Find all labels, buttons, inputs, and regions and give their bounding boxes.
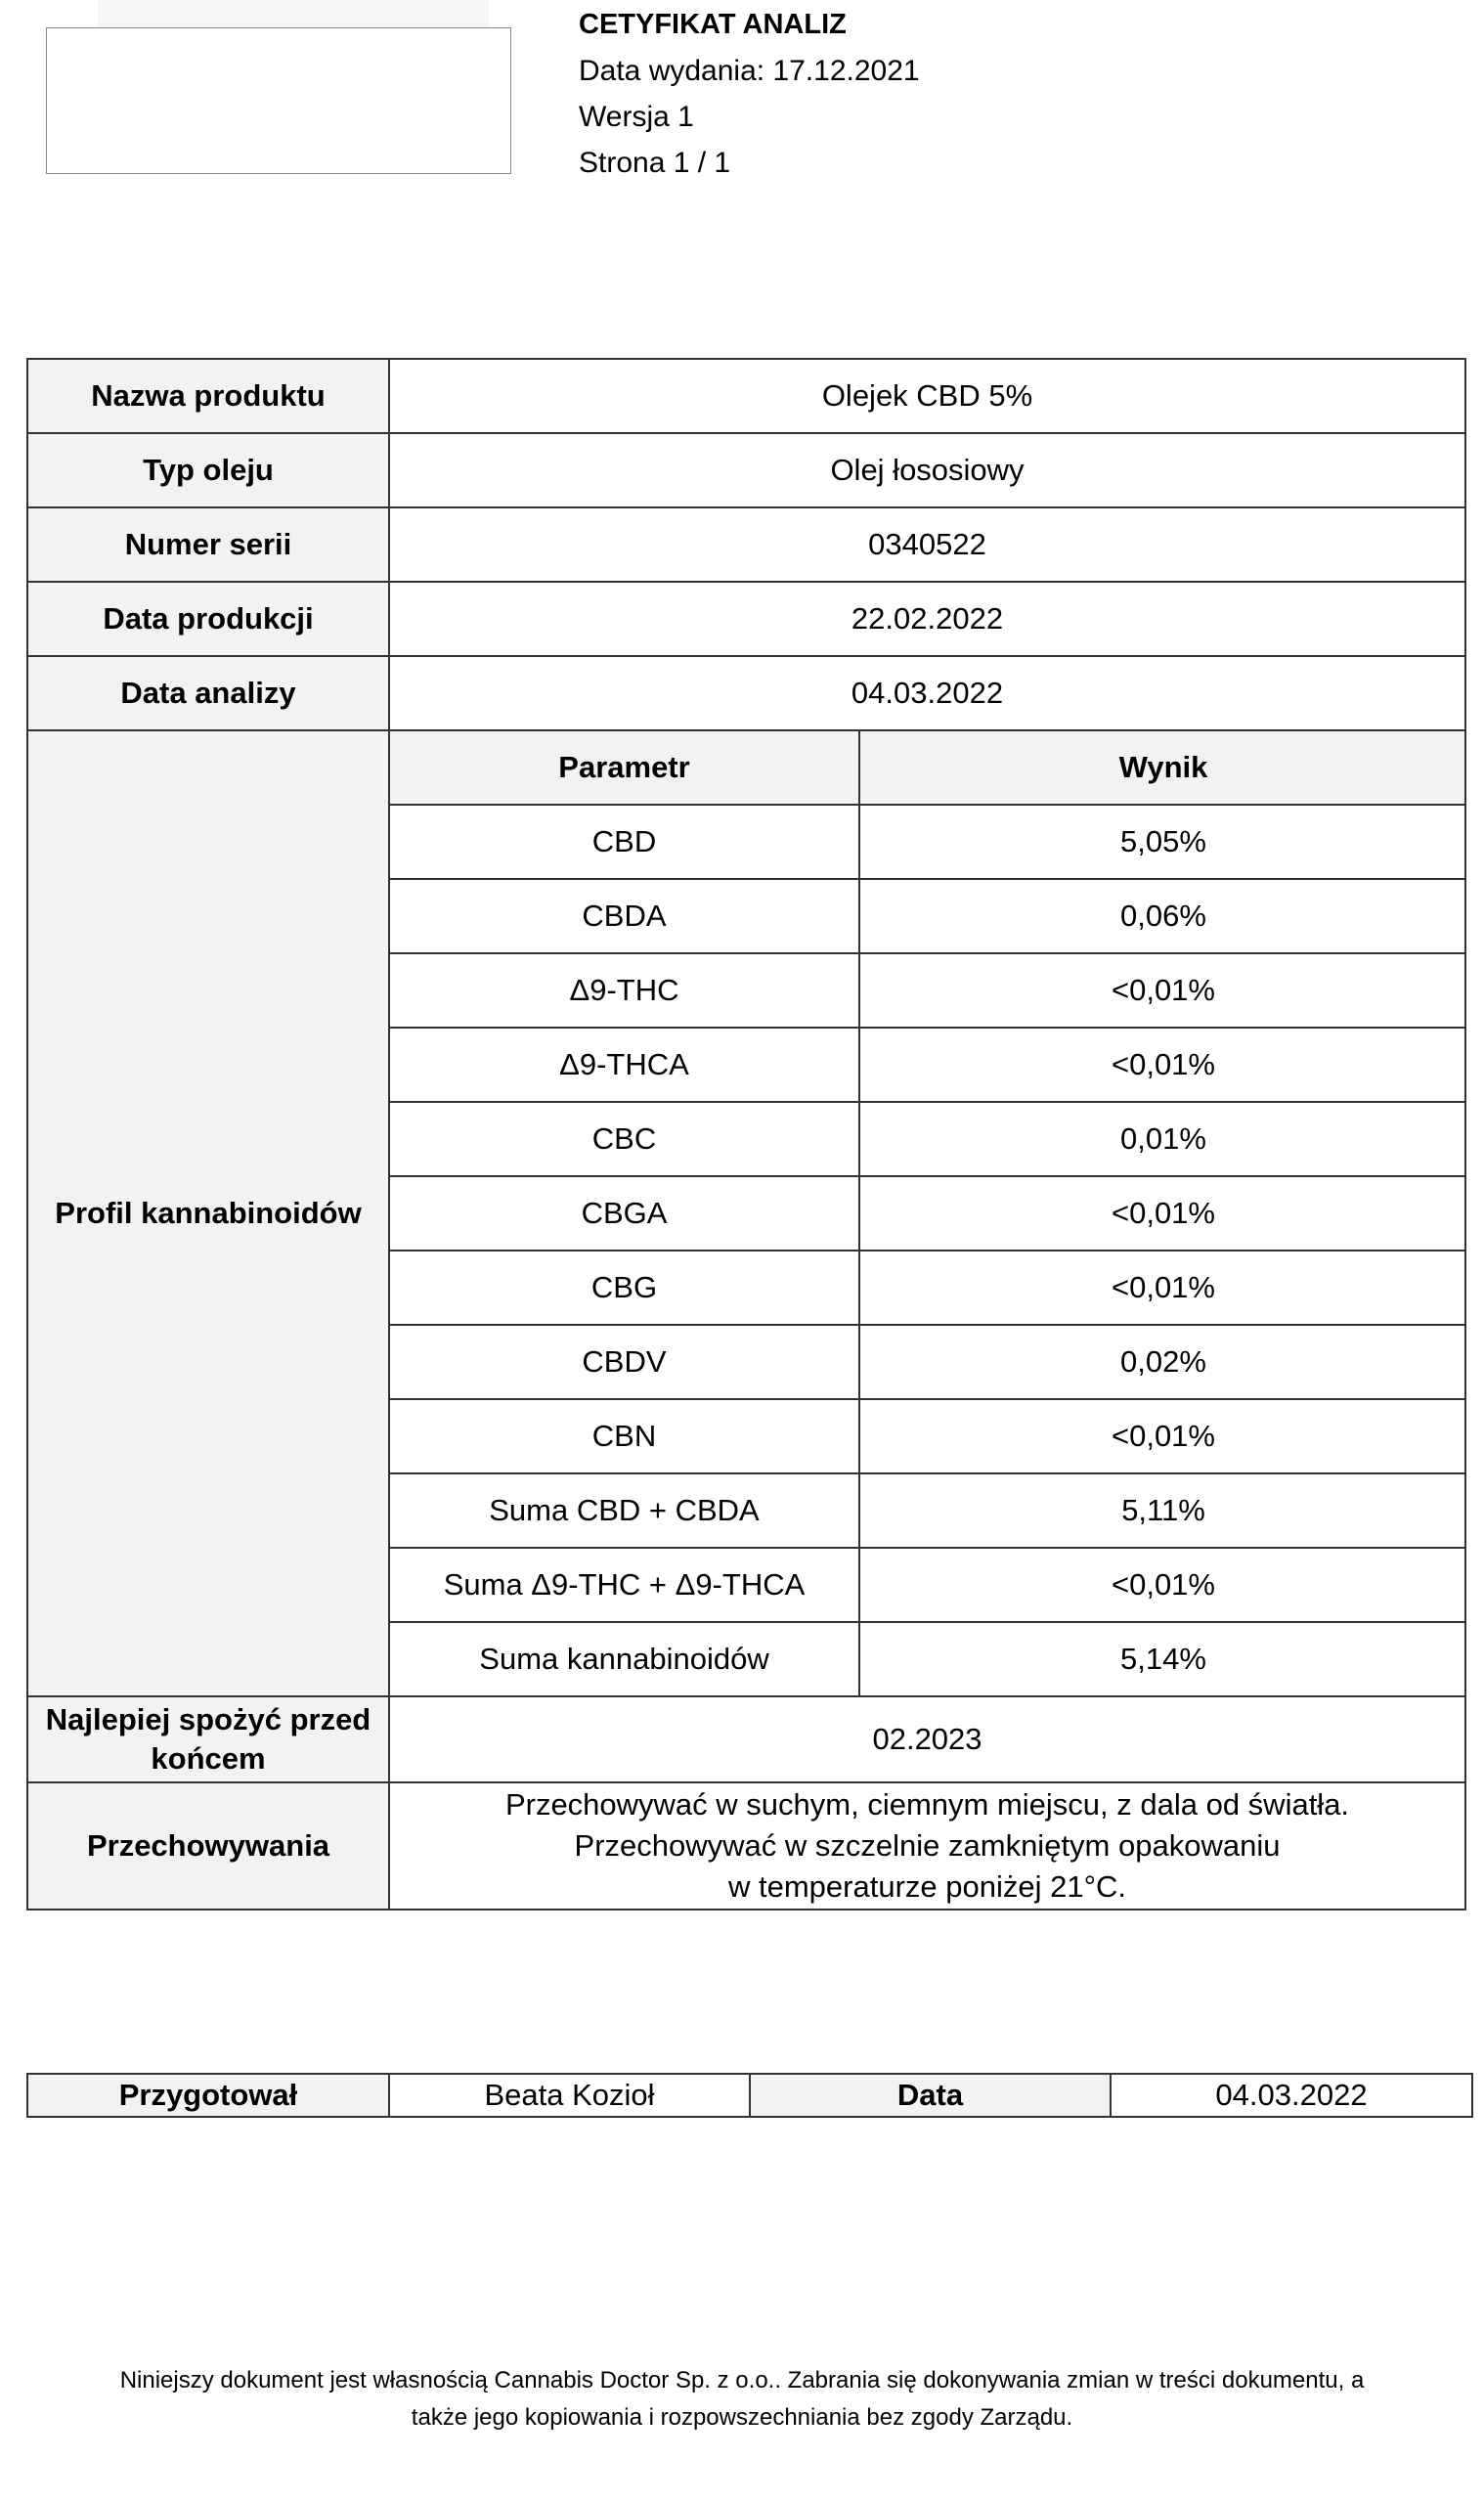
profile-parameter: CBDA (390, 879, 859, 953)
table-row (27, 507, 1465, 582)
profile-parameter: CBGA (390, 1176, 859, 1251)
profile-parameter: Suma CBD + CBDA (390, 1473, 859, 1548)
document-title: CETYFIKAT ANALIZ (579, 9, 847, 40)
profile-row (390, 1325, 1466, 1399)
profile-parameter: CBDV (390, 1325, 859, 1399)
product-name-label: Nazwa produktu (27, 359, 389, 433)
table-row (27, 2074, 1472, 2117)
prepared-by-value: Beata Kozioł (389, 2074, 750, 2117)
profile-row (390, 1399, 1466, 1473)
footer-disclaimer (0, 2362, 1484, 2437)
best-before-label-line1: Najlepiej spożyć przed (45, 1702, 371, 1736)
production-date-label: Data produkcji (27, 582, 389, 656)
best-before-label (27, 1696, 389, 1782)
table-row (27, 730, 1465, 1696)
storage-label: Przechowywania (27, 1782, 389, 1910)
table-row (27, 582, 1465, 656)
profile-parameter: Δ9-THC (390, 953, 859, 1028)
storage-instructions (389, 1782, 1465, 1910)
best-before-label-line2: końcem (151, 1741, 266, 1776)
product-name-value: Olejek CBD 5% (389, 359, 1465, 433)
signature-table (26, 2073, 1473, 2118)
profile-result: <0,01% (859, 1176, 1466, 1251)
cannabinoid-profile-cell (389, 730, 1465, 1696)
oil-type-value: Olej łososiowy (389, 433, 1465, 507)
profile-row (390, 1251, 1466, 1325)
table-row (27, 359, 1465, 433)
storage-line-2: Przechowywać w szczelnie zamkniętym opakowaniu (574, 1828, 1281, 1863)
profile-result: <0,01% (859, 1548, 1466, 1622)
table-row (27, 1696, 1465, 1782)
footer-line-2: także jego kopiowania i rozpowszechniania bez zgody Zarządu. (411, 2404, 1073, 2431)
document-header (579, 2, 920, 186)
signature-date-value: 04.03.2022 (1111, 2074, 1472, 2117)
batch-number-label: Numer serii (27, 507, 389, 582)
column-header-parameter: Parametr (390, 731, 859, 805)
cannabinoid-profile-table (390, 731, 1466, 1695)
profile-row (390, 1176, 1466, 1251)
profile-result: <0,01% (859, 1028, 1466, 1102)
batch-number-value: 0340522 (389, 507, 1465, 582)
prepared-by-label: Przygotował (27, 2074, 389, 2117)
profile-row (390, 1028, 1466, 1102)
profile-result: <0,01% (859, 1251, 1466, 1325)
cannabinoid-profile-label: Profil kannabinoidów (27, 730, 389, 1696)
profile-header-row (390, 731, 1466, 805)
profile-row (390, 1548, 1466, 1622)
profile-parameter: CBC (390, 1102, 859, 1176)
analysis-date-label: Data analizy (27, 656, 389, 730)
certificate-table (26, 358, 1466, 1910)
footer-line-1: Niniejszy dokument jest własnością Cannabis Doctor Sp. z o.o.. Zabrania się dokonywania zmian w treści dokumentu, a (119, 2367, 1365, 2393)
logo-placeholder (46, 27, 511, 174)
profile-row (390, 953, 1466, 1028)
best-before-value: 02.2023 (389, 1696, 1465, 1782)
logo-shadow (98, 0, 489, 27)
profile-parameter: CBG (390, 1251, 859, 1325)
production-date-value: 22.02.2022 (389, 582, 1465, 656)
profile-result: <0,01% (859, 953, 1466, 1028)
table-row (27, 656, 1465, 730)
storage-line-1: Przechowywać w suchym, ciemnym miejscu, z dala od światła. (504, 1787, 1350, 1822)
profile-row (390, 879, 1466, 953)
profile-result: 5,11% (859, 1473, 1466, 1548)
profile-result: 0,02% (859, 1325, 1466, 1399)
signature-date-label: Data (750, 2074, 1111, 2117)
profile-result: 0,06% (859, 879, 1466, 953)
profile-parameter: Δ9-THCA (390, 1028, 859, 1102)
profile-parameter: Suma Δ9-THC + Δ9-THCA (390, 1548, 859, 1622)
version: Wersja 1 (579, 101, 694, 133)
profile-row (390, 1622, 1466, 1695)
profile-row (390, 1102, 1466, 1176)
table-row (27, 1782, 1465, 1910)
profile-parameter: CBN (390, 1399, 859, 1473)
profile-row (390, 1473, 1466, 1548)
column-header-result: Wynik (859, 731, 1466, 805)
profile-result: <0,01% (859, 1399, 1466, 1473)
oil-type-label: Typ oleju (27, 433, 389, 507)
table-row (27, 433, 1465, 507)
profile-result: 5,05% (859, 805, 1466, 879)
page-number: Strona 1 / 1 (579, 147, 731, 179)
issue-date: Data wydania: 17.12.2021 (579, 55, 920, 87)
profile-result: 5,14% (859, 1622, 1466, 1695)
storage-line-3: w temperaturze poniżej 21°C. (728, 1869, 1126, 1904)
profile-parameter: CBD (390, 805, 859, 879)
profile-row (390, 805, 1466, 879)
analysis-date-value: 04.03.2022 (389, 656, 1465, 730)
profile-parameter: Suma kannabinoidów (390, 1622, 859, 1695)
profile-result: 0,01% (859, 1102, 1466, 1176)
